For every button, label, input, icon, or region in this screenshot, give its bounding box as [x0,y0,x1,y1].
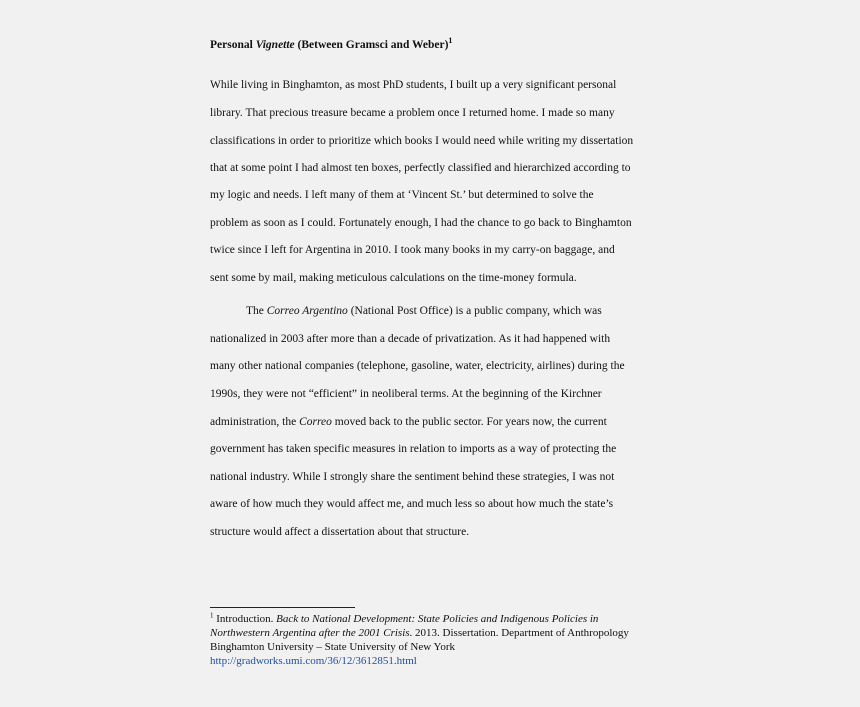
p2-line1-italic: Correo Argentino [266,305,348,317]
paragraph2-line: 1990s, they were not “efficient” in neoliberal terms. At the beginning of the Kirchner [210,388,602,400]
paragraph2-line: aware of how much they would affect me, and much less so about how much the state’s [210,498,614,510]
paragraph1-line: my logic and needs. I left many of them at ‘Vincent St.’ but determined to solve the [210,189,594,201]
paragraph1-line: library. That precious treasure became a problem once I returned home. I made so many [210,107,615,119]
footnote-line [210,613,598,625]
paragraph2-line: government has taken specific measures in relation to imports as a way of protecting the [210,443,617,455]
paragraph1-line: problem as soon as I could. Fortunately enough, I had the chance to go back to Binghamton [210,217,632,229]
p2-line5-italic: Correo [299,416,332,428]
title-italic: Vignette [255,39,295,51]
footnote-divider [210,607,355,608]
title-prefix: Personal [210,39,256,51]
p2-line1-a: The [246,305,267,317]
title-suffix: (Between Gramsci and Weber) [294,39,449,51]
paragraph1-line: classifications in order to prioritize which books I would need while writing my dissertation [210,135,634,147]
footnote-line1-a: Introduction. [213,613,277,625]
p2-line5-a: administration, the [210,416,300,428]
footnote-link[interactable]: http://gradworks.umi.com/36/12/3612851.html [210,655,417,667]
footnote-line1-italic: Back to National Development: State Policies and Indigenous Policies in [276,613,599,625]
paragraph1-line: While living in Binghamton, as most PhD students, I built up a very significant personal [210,79,617,91]
paragraph1-line: sent some by mail, making meticulous calculations on the time-money formula. [210,272,577,284]
paragraph1-line: that at some point I had almost ten boxes, perfectly classified and hierarchized according to [210,162,631,174]
paragraph1-line: twice since I left for Argentina in 2010. I took many books in my carry-on baggage, and [210,244,615,256]
p2-line5-b: moved back to the public sector. For years now, the current [331,416,607,428]
title-footnote-mark: 1 [448,36,453,46]
paragraph2-line [246,305,602,317]
footnote-line2-italic: Northwestern Argentina after the 2001 Crisis [210,627,410,639]
p2-line1-b: (National Post Office) is a public company, which was [347,305,602,317]
footnote-mark: 1 [210,611,214,620]
paragraph2-line: nationalized in 2003 after more than a decade of privatization. As it had happened with [210,333,611,345]
page-title [210,36,453,51]
footnote-line2-b: . 2013. Dissertation. Department of Anthropology [409,627,629,639]
paragraph2-line: structure would affect a dissertation about that structure. [210,526,470,538]
footnote-line: Binghamton University – State University of New York [210,641,456,653]
paragraph2-line: many other national companies (telephone, gasoline, water, electricity, airlines) during the [210,360,625,372]
footnote-line [210,627,629,639]
paragraph2-line: national industry. While I strongly share the sentiment behind these strategies, I was not [210,471,615,483]
paragraph2-line [210,416,607,428]
